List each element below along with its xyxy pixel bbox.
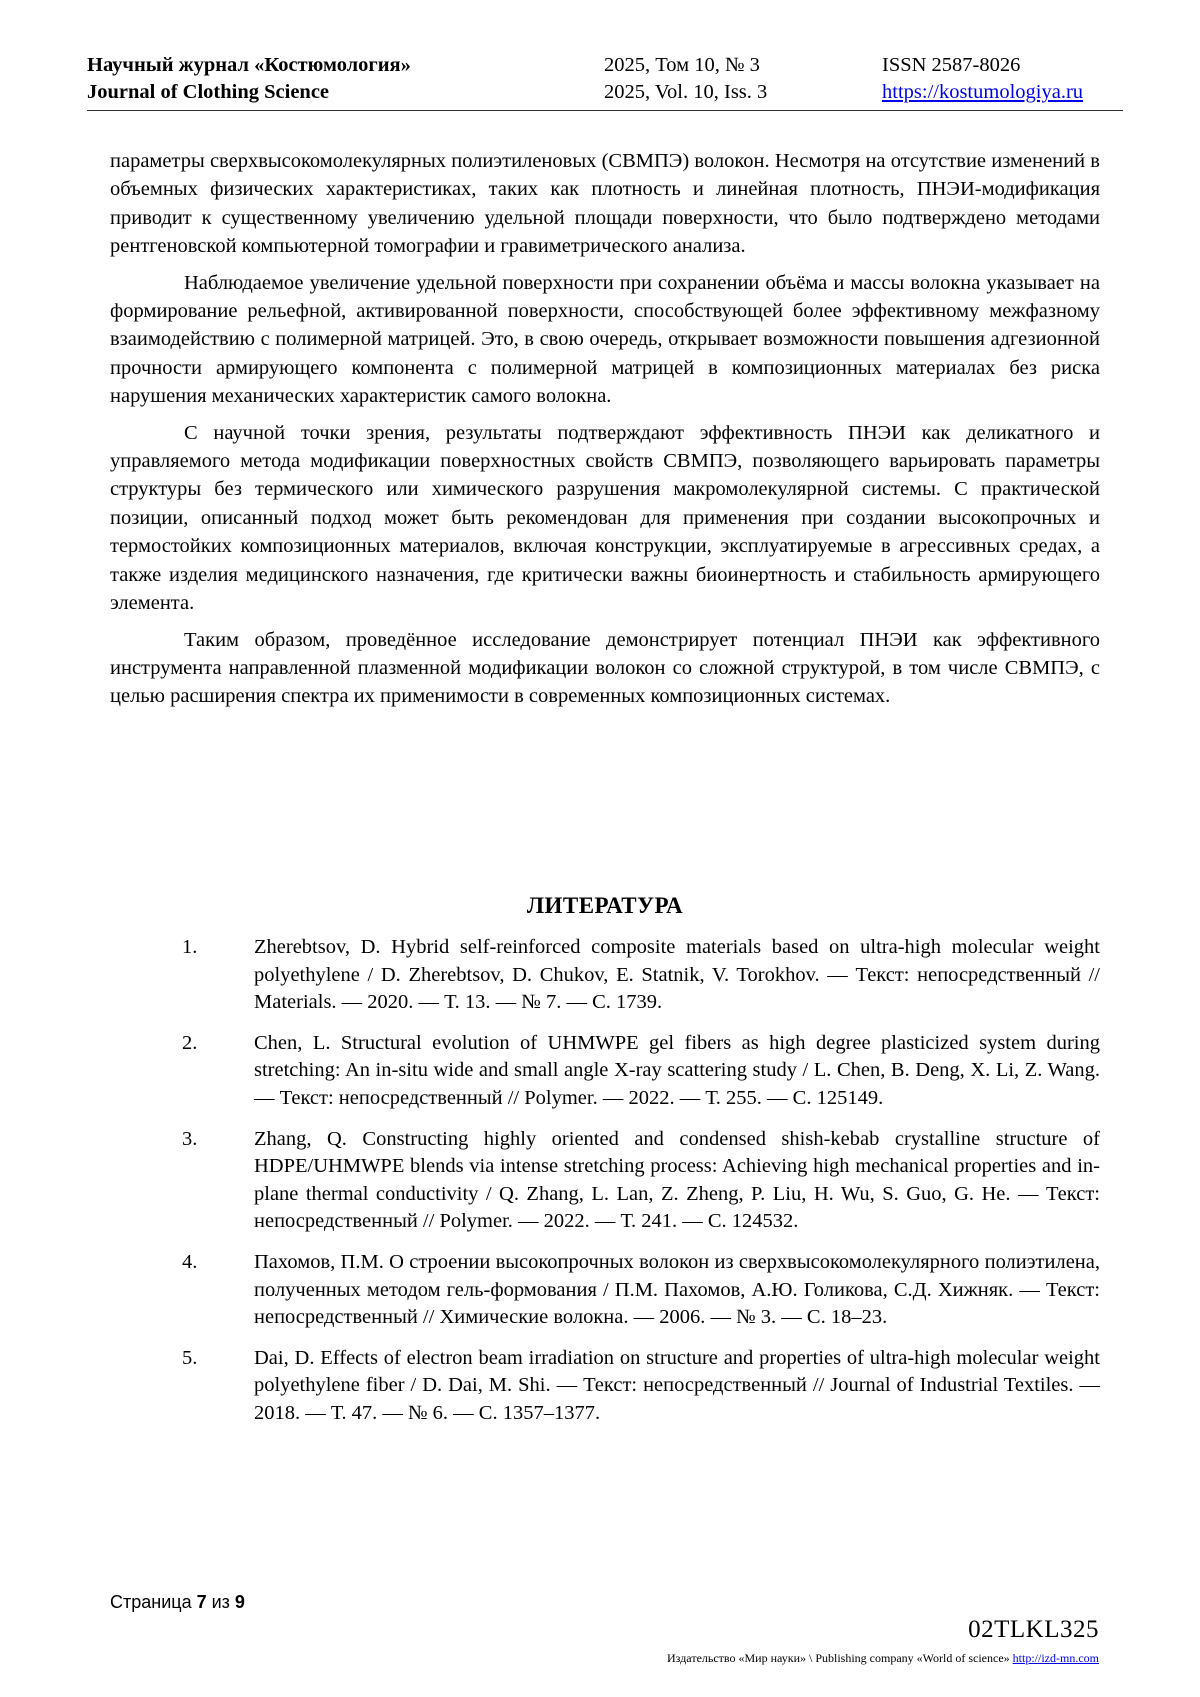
issn-block (882, 52, 1083, 106)
article-body (110, 147, 1100, 719)
journal-title-ru: Научный журнал «Костюмология» (87, 54, 411, 76)
paragraph: Таким образом, проведённое исследование демонстрирует потенциал ПНЭИ как эффективного инструмента направленной плазменной модификации волокон со сложной структурой, в том числе СВМПЭ, с целью расширения спектра их применимости в современных композиционных системах. (110, 628, 1100, 708)
reference-item (110, 1126, 1100, 1236)
page-current: 7 (196, 1592, 207, 1612)
page-total: 9 (234, 1592, 245, 1612)
publisher-link[interactable]: http://izd-mn.com (1012, 1651, 1099, 1665)
references-list (110, 934, 1100, 1441)
page-of: из (206, 1592, 235, 1612)
reference-item (110, 1345, 1100, 1428)
reference-number: 3. (182, 1127, 198, 1150)
reference-number: 5. (182, 1346, 198, 1369)
page-prefix: Страница (110, 1592, 197, 1612)
page-number (110, 1592, 245, 1613)
journal-title (87, 52, 411, 106)
reference-text: Zhang, Q. Constructing highly oriented and condensed shish-kebab crystalline structure of HDPE/UHMWPE blends via intense stretching process: Achieving high mechanical properties and in-plane thermal conductivity / Q. Zhang, L. Lan, Z. Zheng, P. Liu, H. Wu, S. Guo, G. He. — Текст: непосредственный // Polymer. — 2022. — Т. 241. — С. 124532. (254, 1127, 1100, 1233)
reference-text: Пахомов, П.М. О строении высокопрочных волокон из сверхвысокомолекулярного полиэтилена, полученных методом гель-формования / П.М. Пахомов, А.Ю. Голикова, С.Д. Хижняк. — Текст: непосредственный // Химические волокна. — 2006. — № 3. — С. 18–23. (254, 1250, 1100, 1329)
reference-item (110, 1249, 1100, 1332)
reference-number: 2. (182, 1031, 198, 1054)
issue-ru: 2025, Том 10, № 3 (604, 54, 760, 76)
reference-number: 1. (182, 936, 198, 958)
reference-number: 4. (182, 1250, 198, 1273)
publisher-line (667, 1651, 1099, 1666)
publisher-text: Издательство «Мир науки» \ Publishing company «World of science» (667, 1651, 1013, 1665)
reference-text: Dai, D. Effects of electron beam irradiation on structure and properties of ultra-high molecular weight polyethylene fiber / D. Dai, M. Shi. — Текст: непосредственный // Journal of Industrial Textiles. — 2018. — Т. 47. — № 6. — С. 1357–1377. (254, 1346, 1100, 1424)
paragraph: параметры сверхвысокомолекулярных полиэтиленовых (СВМПЭ) волокон. Несмотря на отсутствие изменений в объемных физических характеристиках, таких как плотность и линейная плотность, ПНЭИ-модификация приводит к существенному увеличению удельной площади поверхности, что было подтверждено методами рентгеновской компьютерной томографии и гравиметрического анализа. (110, 150, 1100, 258)
issn: ISSN 2587-8026 (882, 54, 1021, 76)
article-code: 02TLKL325 (968, 1616, 1099, 1643)
issue-info (604, 52, 767, 106)
journal-url-link[interactable]: https://kostumologiya.ru (882, 81, 1084, 103)
paragraph: Наблюдаемое увеличение удельной поверхности при сохранении объёма и массы волокна указывает на формирование рельефной, активированной поверхности, способствующей более эффективному межфазному взаимодействию с полимерной матрицей. Это, в свою очередь, открывает возможности повышения адгезионной прочности армирующего компонента с полимерной матрицей в композиционных материалах без риска нарушения механических характеристик самого волокна. (110, 271, 1100, 408)
reference-item (110, 934, 1100, 1017)
page-header (87, 52, 1123, 111)
references-heading: ЛИТЕРАТУРА (526, 893, 684, 918)
paragraph: С научной точки зрения, результаты подтверждают эффективность ПНЭИ как деликатного и управляемого метода модификации поверхностных свойств СВМПЭ, позволяющего варьировать параметры структуры без термического или химического разрушения макромолекулярной системы. С практической позиции, описанный подход может быть рекомендован для применения при создании высокопрочных и термостойких композиционных материалов, включая конструкции, эксплуатируемые в агрессивных средах, а также изделия медицинского назначения, где критически важны биоинертность и стабильность армирующего элемента. (110, 421, 1100, 615)
issue-en: 2025, Vol. 10, Iss. 3 (604, 81, 768, 103)
reference-item (110, 1030, 1100, 1113)
reference-text: Zherebtsov, D. Hybrid self-reinforced composite materials based on ultra-high molecular weight polyethylene / D. Zherebtsov, D. Chukov, E. Statnik, V. Torokhov. — Текст: непосредственный // Materials. — 2020. — Т. 13. — № 7. — С. 1739. (254, 936, 1100, 1014)
reference-text: Chen, L. Structural evolution of UHMWPE gel fibers as high degree plasticized system during stretching: An in-situ wide and small angle X-ray scattering study / L. Chen, B. Deng, X. Li, Z. Wang. — Текст: непосредственный // Polymer. — 2022. — Т. 255. — С. 125149. (254, 1031, 1100, 1109)
journal-title-en: Journal of Clothing Science (87, 81, 330, 103)
